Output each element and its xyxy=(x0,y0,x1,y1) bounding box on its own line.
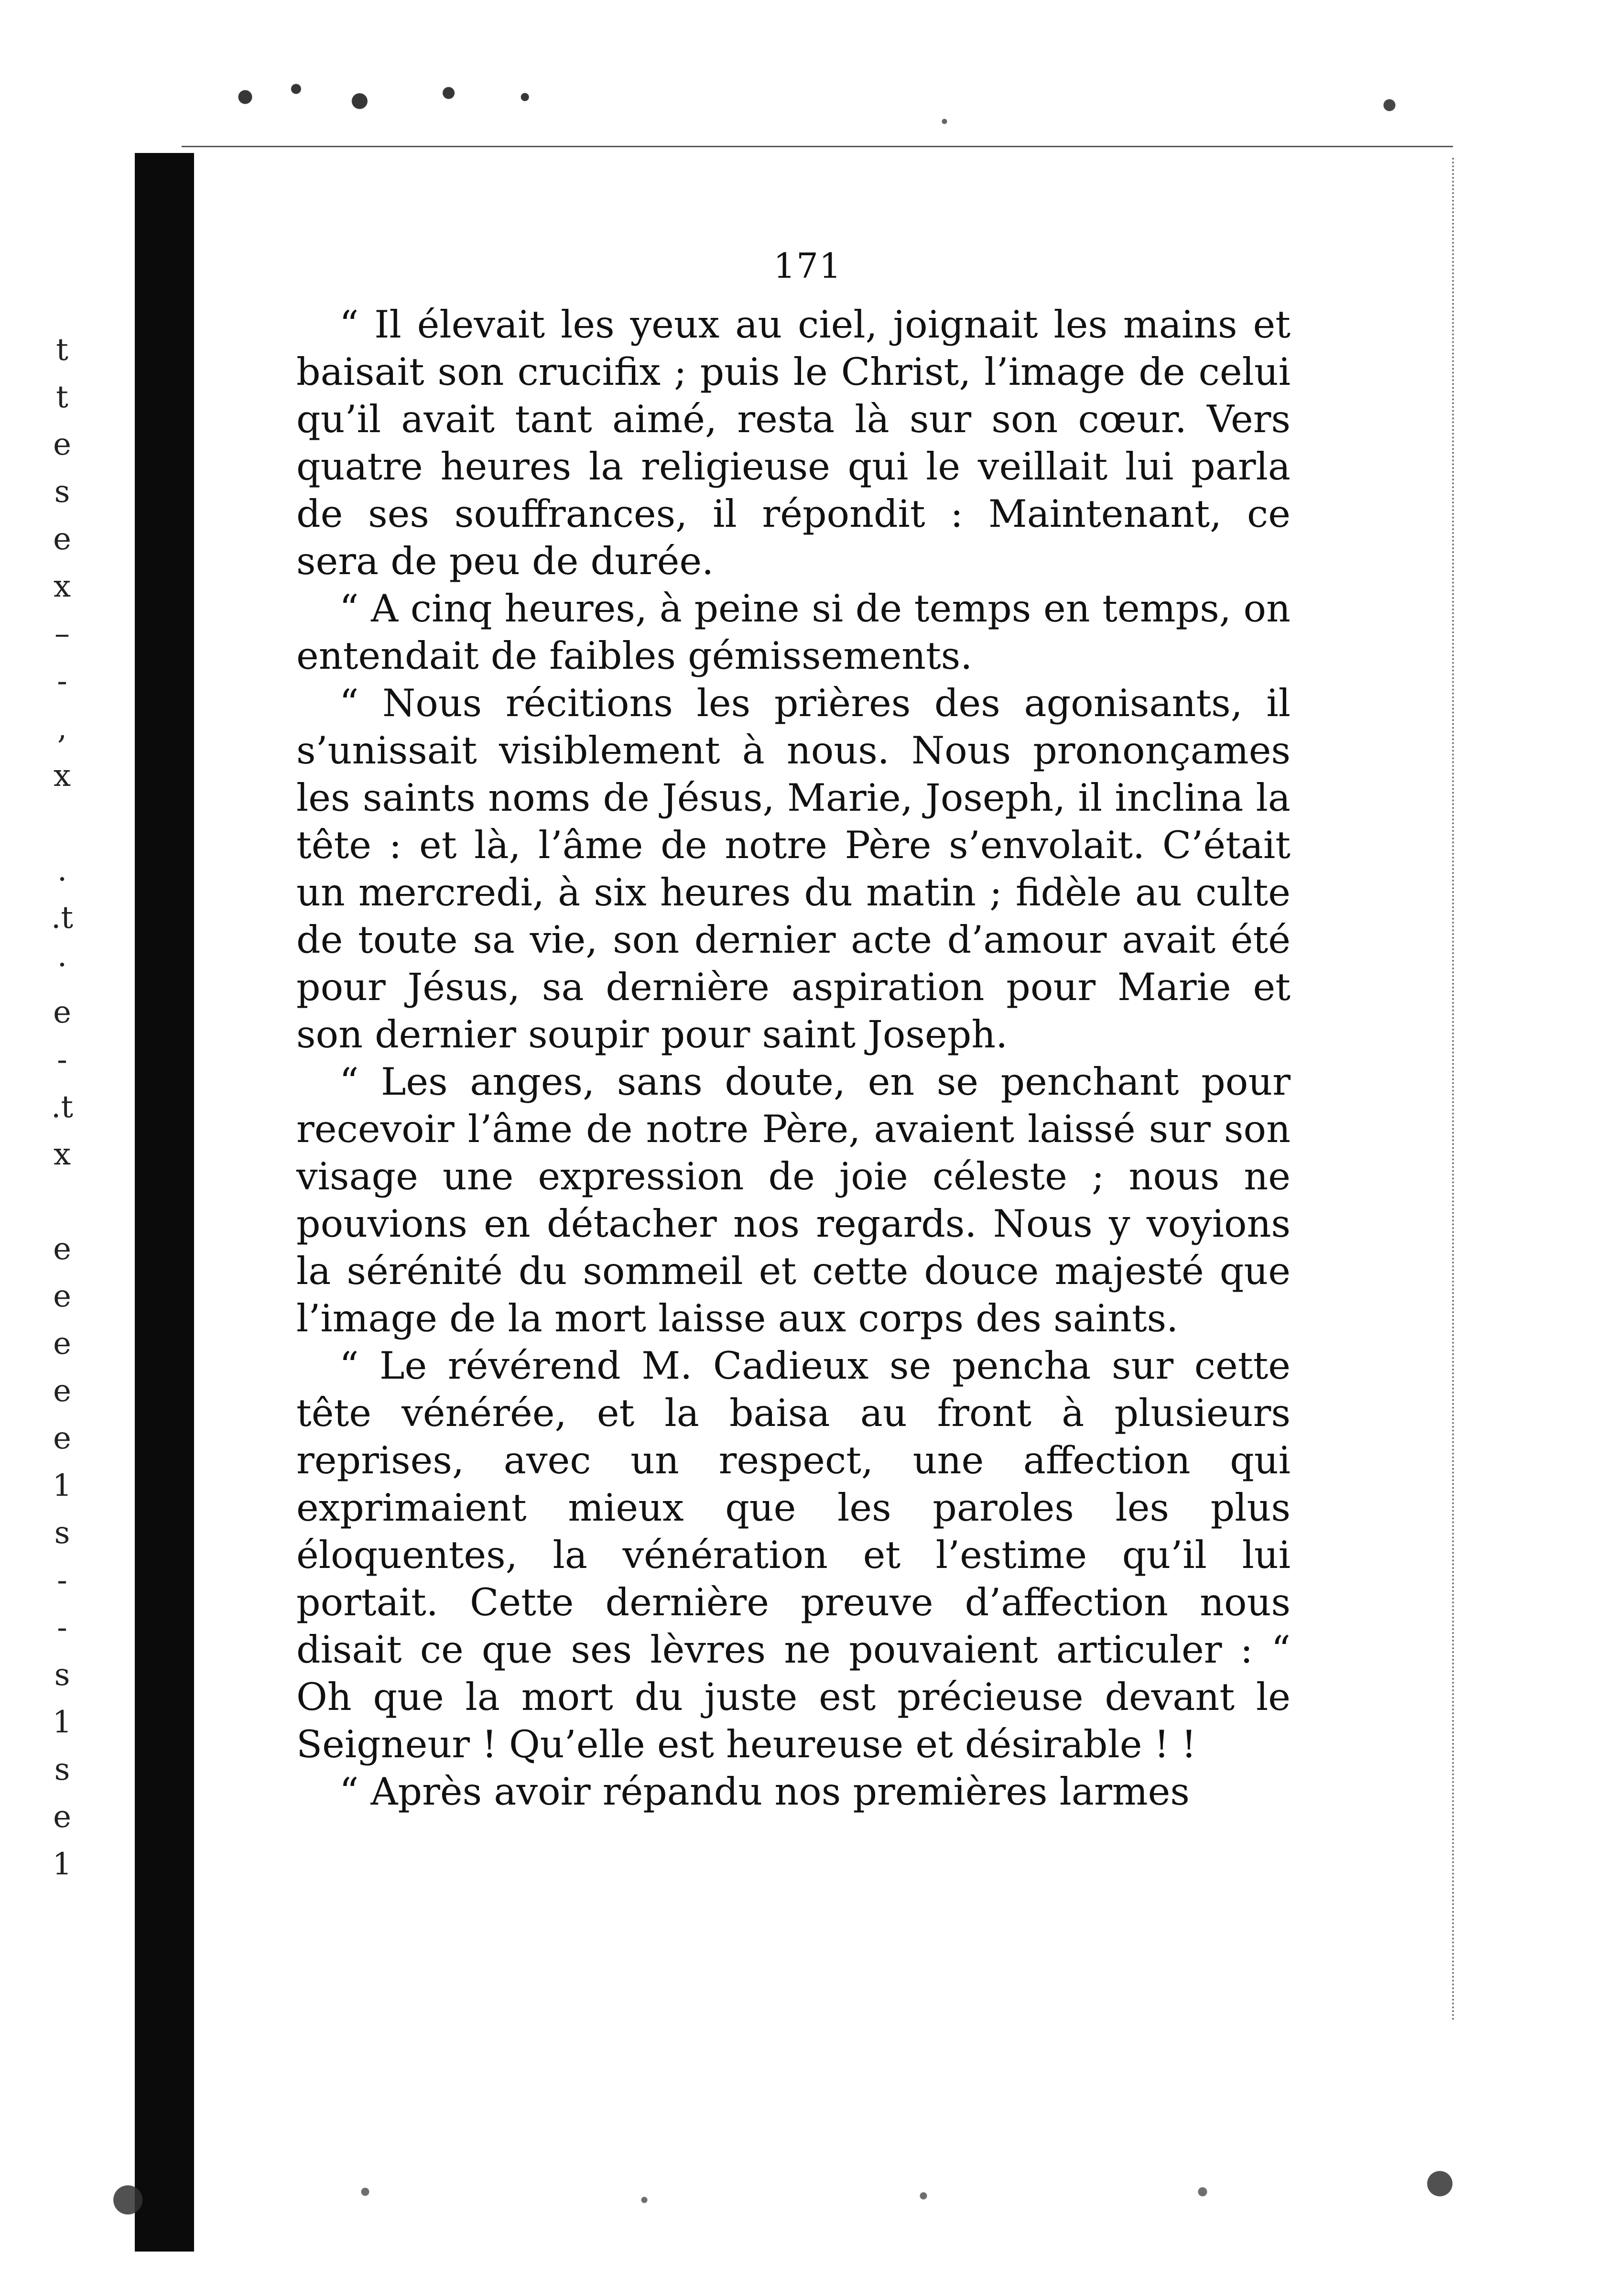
margin-fragment: t xyxy=(56,380,68,415)
margin-fragment: , xyxy=(57,711,67,746)
margin-fragment: e xyxy=(53,995,71,1030)
paragraph: “ Il élevait les yeux au ciel, joignait les mains et baisait son crucifix ; puis le Christ, l’image de celui qu’il avait tant aimé, resta là sur son cœur. Vers quatre heures la religieuse qui le veillait lui parla de ses souffrances, il répondit : Maintenant, ce sera de peu de durée. xyxy=(296,303,1291,583)
margin-fragment: – xyxy=(54,616,70,652)
page-text-block xyxy=(296,246,1291,1816)
paragraph: “ Le révérend M. Cadieux se pencha sur cette tête vénérée, et la baisa au front à plusieurs reprises, avec un respect, une affection qui exprimaient mieux que les paroles les plus éloquentes, la vénération et l’estime qu’il lui portait. Cette dernière preuve d’affection nous disait ce que ses lèvres ne pouvaient articuler : “ Oh que la mort du juste est précieuse devant le Seigneur ! Qu’elle est heureuse et désirable ! ! xyxy=(296,1344,1291,1766)
margin-fragment: x xyxy=(53,569,71,604)
margin-fragment: - xyxy=(57,1610,67,1645)
paragraph: “ Nous récitions les prières des agonisants, il s’unissait visiblement à nous. Nous prononçames les saints noms de Jésus, Marie, Joseph, il inclina la tête : et là, l’âme de notre Père s’envolait. C’était un mercredi, à six heures du matin ; fidèle au culte de toute sa vie, son dernier acte d’amour avait été pour Jésus, sa dernière aspiration pour Marie et son dernier soupir pour saint Joseph. xyxy=(296,681,1291,1056)
margin-fragment: t xyxy=(56,332,68,368)
facing-page-fragments xyxy=(29,332,96,1896)
margin-fragment: 1 xyxy=(52,1847,72,1882)
margin-fragment: s xyxy=(54,474,70,510)
margin-fragment: - xyxy=(57,1042,67,1077)
margin-fragment: 1 xyxy=(52,1705,72,1740)
binding-gutter xyxy=(135,153,194,2252)
margin-fragment: - xyxy=(57,664,67,699)
paragraph: “ A cinq heures, à peine si de temps en temps, on entendait de faibles gémissements. xyxy=(296,587,1291,678)
margin-fragment: e xyxy=(53,1373,71,1409)
margin-fragment: e xyxy=(53,1421,71,1456)
scan-noise-top xyxy=(182,65,1453,147)
page-number: 171 xyxy=(773,246,842,286)
margin-fragment: .t xyxy=(51,900,74,936)
margin-fragment: e xyxy=(53,1799,71,1835)
margin-fragment: s xyxy=(54,1657,70,1693)
margin-fragment: e xyxy=(53,1326,71,1361)
margin-fragment: e xyxy=(53,1231,71,1267)
margin-fragment: - xyxy=(57,1563,67,1598)
margin-fragment: x xyxy=(53,1137,71,1172)
paragraph: “ Les anges, sans doute, en se penchant pour recevoir l’âme de notre Père, avaient laissé sur son visage une expression de joie céleste ; nous ne pouvions en détacher nos regards. Nous y voyions la sérénité du sommeil et cette douce majesté que l’image de la mort laisse aux corps des saints. xyxy=(296,1060,1291,1340)
paragraph: “ Après avoir répandu nos premières larmes xyxy=(339,1770,1190,1814)
margin-fragment xyxy=(29,1186,96,1234)
margin-fragment: . xyxy=(57,853,67,888)
margin-fragment: e xyxy=(53,1279,71,1314)
page-edge xyxy=(1452,158,1457,2022)
margin-fragment xyxy=(29,808,96,855)
margin-fragment: · xyxy=(57,947,67,983)
margin-fragment: s xyxy=(54,1752,70,1787)
margin-fragment: s xyxy=(54,1515,70,1551)
margin-fragment: 1 xyxy=(52,1468,72,1503)
margin-fragment: e xyxy=(53,522,71,557)
margin-fragment: e xyxy=(53,427,71,462)
scan-noise-bottom xyxy=(86,2151,1482,2232)
margin-fragment: x xyxy=(53,758,71,794)
margin-fragment: .t xyxy=(51,1089,74,1125)
